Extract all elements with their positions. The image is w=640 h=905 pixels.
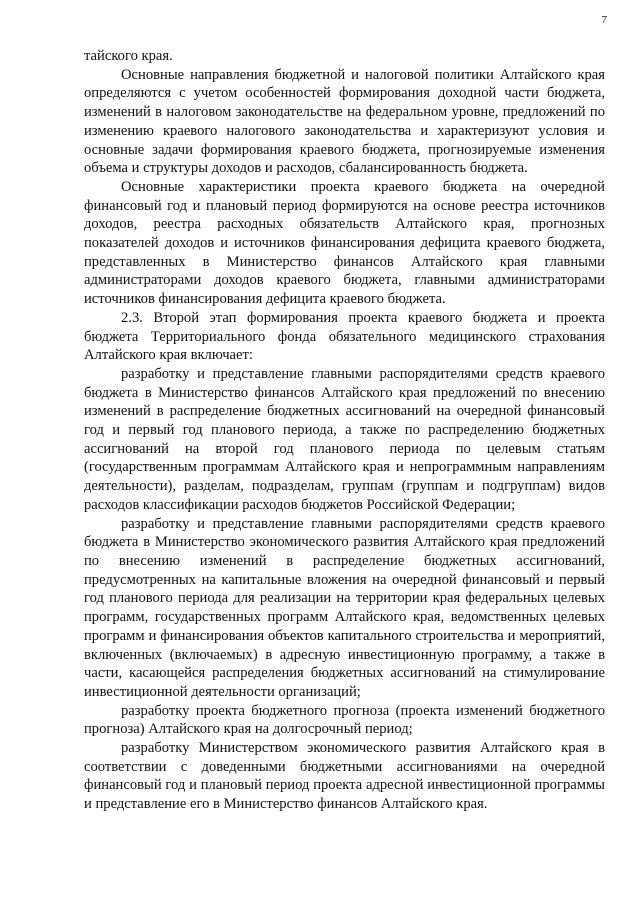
paragraph-budget-characteristics: Основные характеристики проекта краевого бюджета на очередной финансовый год и плановый период формируются на основе реестра источников доходов, реестра расходных обязательств Алтайского края, прогнозных показателей доходов и источников финансирования дефицита краевого бюджета, представленных в Министерство финансов Алтайского края главными администраторами доходов краевого бюджета, главными администраторами источников финансирования дефицита краевого бюджета.: [84, 178, 605, 308]
list-item-finance-proposals: разработку и представление главными распорядителями средств краевого бюджета в Министерство финансов Алтайского края предложений по внесению изменений в распределение бюджетных ассигнований на очередной финансовый год и первый год планового периода, а также по распределению бюджетных ассигнований на второй год планового периода по целевым статьям (государственным программам Алтайского края и непрограммным направлениям деятельности), разделам, подразделам, группам (группам и подгруппам) видов расходов классификации расходов бюджетов Российской Федерации;: [84, 365, 605, 513]
paragraph-budget-policy: Основные направления бюджетной и налоговой политики Алтайского края определяются с учетом особенностей формирования доходной части бюджета, изменений в налоговом законодательстве на федеральном уровне, предложений по изменению краевого налогового законодательства и характеризуют условия и основные задачи формирования краевого бюджета, прогнозируемые изменения объема и структуры доходов и расходов, сбалансированность бюджета.: [84, 66, 605, 177]
list-item-investment-program: разработку Министерством экономического развития Алтайского края в соответствии с доведенными бюджетными ассигнованиями на очередной финансовый год и плановый период проекта адресной инвестиционной программы и представление его в Министерство финансов Алтайского края.: [84, 740, 605, 813]
paragraph-continuation: тайского края.: [84, 48, 173, 64]
list-item-budget-forecast: разработку проекта бюджетного прогноза (проекта изменений бюджетного прогноза) Алтайского края на долгосрочный период;: [84, 702, 605, 738]
list-item-economy-proposals: разработку и представление главными распорядителями средств краевого бюджета в Министерство экономического развития Алтайского края предложений по внесению изменений в распределение бюджетных ассигнований, предусмотренных на капитальные вложения на очередной финансовый и первый год планового периода для реализации на территории края федеральных целевых программ, государственных программ Алтайского края, ведомственных целевых программ и финансирования объектов капитального строительства и мероприятий, включенных (включаемых) в адресную инвестиционную программу, а также в части, касающейся распределения бюджетных ассигнований на стимулирование инвестиционной деятельности организаций;: [84, 515, 605, 700]
page-number: 7: [601, 14, 607, 26]
paragraph-second-stage: 2.3. Второй этап формирования проекта краевого бюджета и проекта бюджета Территориального фонда обязательного медицинского страхования Алтайского края включает:: [84, 309, 605, 364]
document-body: [84, 47, 605, 814]
